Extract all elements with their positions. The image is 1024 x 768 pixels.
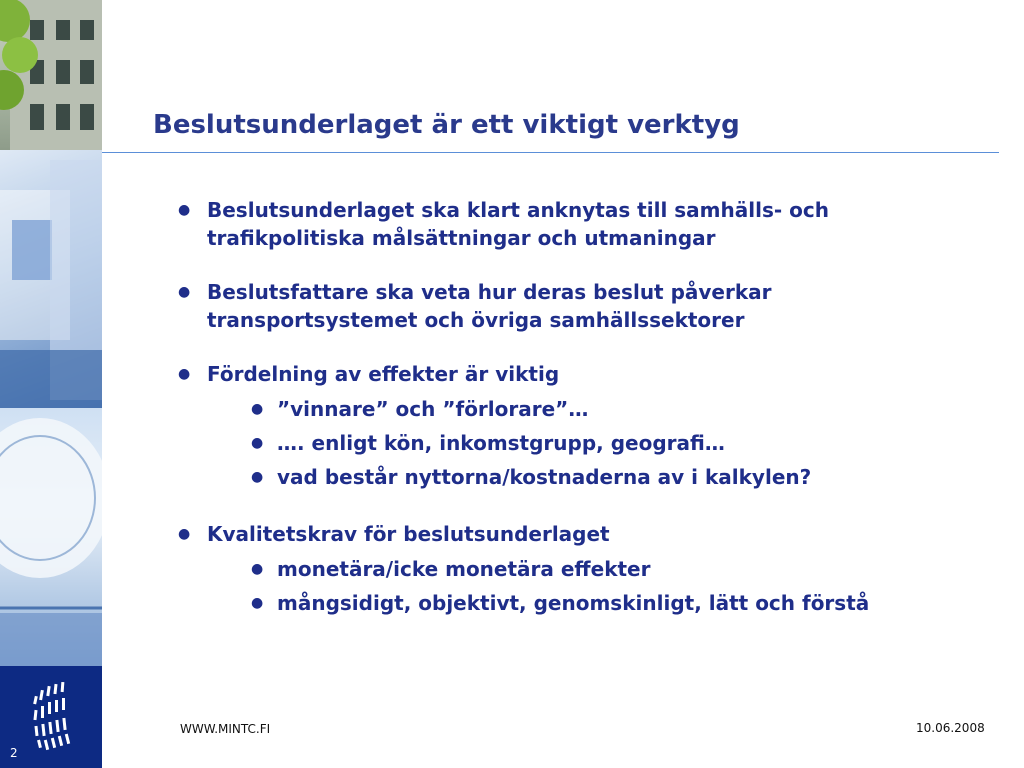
- slide-title: Beslutsunderlaget är ett viktigt verktyg: [153, 110, 740, 140]
- footer-date: 10.06.2008: [916, 721, 985, 735]
- bullet-dot-icon: ●: [251, 469, 264, 485]
- sub-bullet-list: [207, 552, 978, 620]
- truck-photo: [0, 150, 102, 408]
- sub-bullet-text: …. enligt kön, inkomstgrupp, geografi…: [277, 431, 725, 455]
- bullet-dot-icon: ●: [178, 366, 191, 382]
- bullet-text: Fördelning av effekter är viktig: [207, 362, 560, 386]
- ministry-logo: [0, 666, 102, 768]
- bullet-item: [178, 196, 978, 252]
- sub-bullet-item: [207, 552, 978, 586]
- title-divider: [102, 152, 999, 153]
- bullet-dot-icon: ●: [251, 401, 264, 417]
- sub-bullet-text: monetära/icke monetära effekter: [277, 557, 651, 581]
- bullet-list: [178, 196, 978, 646]
- sub-bullet-list: [207, 392, 978, 494]
- bullet-dot-icon: ●: [178, 526, 191, 542]
- sub-bullet-item: [207, 426, 978, 460]
- sub-bullet-item: [207, 460, 978, 494]
- bullet-text: Kvalitetskrav för beslutsunderlaget: [207, 522, 610, 546]
- page-number: 2: [10, 746, 18, 760]
- bullet-item: [178, 278, 978, 334]
- bullet-text: Beslutsunderlaget ska klart anknytas till samhälls- och trafikpolitiska målsättningar och utmaningar: [207, 198, 829, 250]
- sub-bullet-text: ”vinnare” och ”förlorare”…: [277, 397, 589, 421]
- bullet-item: [178, 360, 978, 494]
- building-photo: [0, 0, 102, 150]
- decorative-sidebar: [0, 0, 102, 768]
- footer-url: WWW.MINTC.FI: [180, 722, 271, 736]
- sub-bullet-text: mångsidigt, objektivt, genomskinligt, lätt och förstå: [277, 591, 870, 615]
- sub-bullet-text: vad består nyttorna/kostnaderna av i kalkylen?: [277, 465, 812, 489]
- satellite-dish-photo: [0, 408, 102, 666]
- bullet-dot-icon: ●: [251, 595, 264, 611]
- bullet-dot-icon: ●: [178, 202, 191, 218]
- bullet-text: Beslutsfattare ska veta hur deras beslut påverkar transportsystemet och övriga samhällssektorer: [207, 280, 772, 332]
- bullet-dot-icon: ●: [251, 561, 264, 577]
- bullet-dot-icon: ●: [251, 435, 264, 451]
- sub-bullet-item: [207, 586, 978, 620]
- bullet-dot-icon: ●: [178, 284, 191, 300]
- bullet-item: [178, 520, 978, 620]
- sub-bullet-item: [207, 392, 978, 426]
